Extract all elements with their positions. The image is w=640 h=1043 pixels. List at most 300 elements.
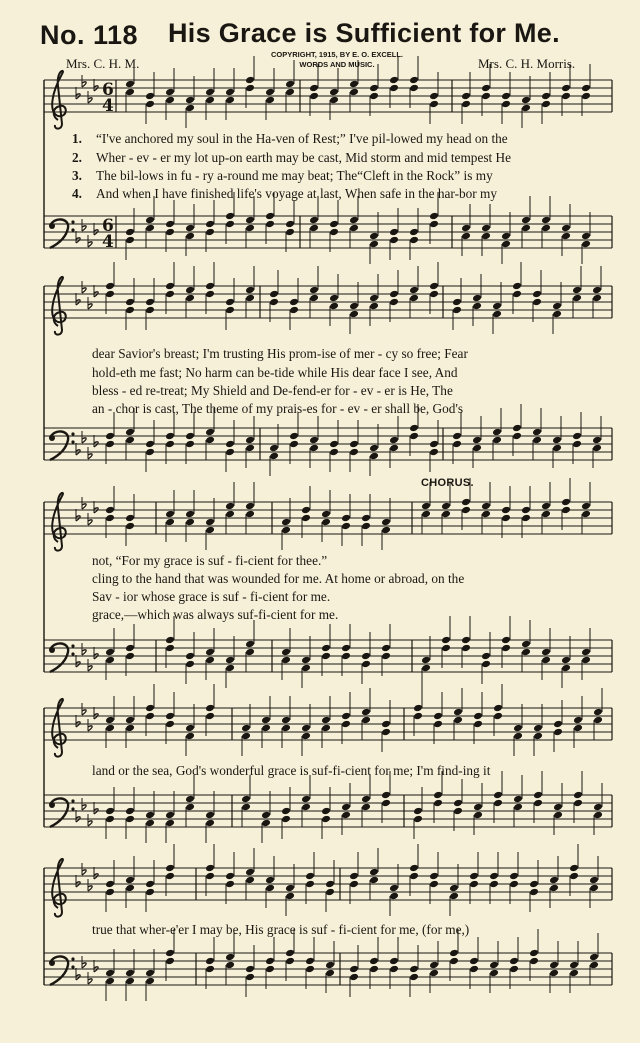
flat-sign (82, 805, 86, 810)
note-head (389, 884, 399, 893)
note-head (389, 444, 399, 453)
note-head (245, 444, 255, 453)
flat-sign (82, 226, 86, 231)
note-head (245, 510, 255, 519)
note-head (461, 498, 471, 507)
note-head (389, 290, 399, 299)
note-head (453, 799, 463, 808)
note-head (472, 444, 482, 453)
flat-sign (82, 288, 86, 293)
note-head (205, 811, 215, 820)
note-head (289, 440, 299, 449)
note-head (593, 716, 603, 725)
note-head (301, 795, 311, 804)
note-head (409, 228, 419, 237)
note-head (309, 216, 319, 225)
note-head (521, 224, 531, 233)
note-head (285, 88, 295, 97)
flat-sign (88, 304, 92, 309)
note-head (269, 290, 279, 299)
lyric-line: not, “For my grace is suf - fi-cient for thee.” (92, 553, 328, 568)
flat-sign (82, 870, 86, 875)
note-head (145, 712, 155, 721)
note-head (369, 302, 379, 311)
note-head (165, 864, 175, 873)
note-head (245, 868, 255, 877)
bass-clef-dot (71, 957, 74, 960)
note-head (205, 872, 215, 881)
note-head (381, 652, 391, 661)
note-head (265, 96, 275, 105)
note-head (185, 510, 195, 519)
note-head (285, 884, 295, 893)
note-head (541, 216, 551, 225)
note-head (421, 656, 431, 665)
chorus-label: CHORUS. (421, 477, 474, 489)
note-head (381, 518, 391, 527)
note-head (429, 448, 439, 457)
note-head (593, 708, 603, 717)
note-head (361, 522, 371, 531)
note-head (225, 306, 235, 315)
note-head (413, 704, 423, 713)
note-head (265, 876, 275, 885)
note-head (349, 310, 359, 319)
note-head (481, 510, 491, 519)
note-head (245, 876, 255, 885)
note-head (309, 224, 319, 233)
note-head (349, 224, 359, 233)
note-head (381, 644, 391, 653)
lyric-line: true that wher-e'er I may be, His grace is suf - fi-cient for me, (for me,) (92, 922, 470, 937)
note-head (165, 819, 175, 828)
note-head (509, 880, 519, 889)
note-head (205, 656, 215, 665)
note-head (145, 819, 155, 828)
note-head (472, 294, 482, 303)
note-head (493, 791, 503, 800)
lyric-line: grace,—which was always suf-fi-cient for me. (92, 607, 339, 622)
note-head (529, 888, 539, 897)
note-head (261, 819, 271, 828)
lyric-line: bless - ed re-treat; My Shield and De-fend-er for - ev - er is He, The (92, 383, 453, 398)
note-head (341, 652, 351, 661)
copyright-line: COPYRIGHT, 1915, BY E. O. EXCELL. (271, 50, 403, 59)
note-head (245, 224, 255, 233)
note-head (521, 96, 531, 105)
note-head (205, 526, 215, 535)
lyric-line: Sav - ior whose grace is suf - fi-cient for me. (92, 589, 331, 604)
note-head (581, 510, 591, 519)
bass-clef-dot (71, 652, 74, 655)
note-head (341, 514, 351, 523)
note-head (481, 232, 491, 241)
note-head (481, 652, 491, 661)
flat-sign (82, 82, 86, 87)
note-head (561, 84, 571, 93)
note-head (369, 452, 379, 461)
note-head (225, 448, 235, 457)
note-head (409, 294, 419, 303)
note-head (309, 92, 319, 101)
note-head (241, 724, 251, 733)
note-head (301, 724, 311, 733)
note-head (473, 803, 483, 812)
flat-sign (88, 726, 92, 731)
note-head (301, 506, 311, 515)
note-head (369, 232, 379, 241)
note-head (329, 448, 339, 457)
note-head (225, 298, 235, 307)
note-head (361, 708, 371, 717)
note-head (493, 704, 503, 713)
note-head (105, 506, 115, 515)
note-head (413, 807, 423, 816)
note-head (572, 432, 582, 441)
note-head (509, 957, 519, 966)
note-head (581, 232, 591, 241)
note-head (533, 791, 543, 800)
note-head (265, 965, 275, 974)
note-head (389, 228, 399, 237)
note-head (329, 220, 339, 229)
note-head (245, 502, 255, 511)
note-head (561, 656, 571, 665)
note-head (361, 803, 371, 812)
note-head (581, 92, 591, 101)
note-head (501, 92, 511, 101)
note-head (429, 282, 439, 291)
note-head (473, 712, 483, 721)
note-head (349, 973, 359, 982)
note-head (125, 428, 135, 437)
note-head (185, 732, 195, 741)
note-head (512, 290, 522, 299)
note-head (145, 880, 155, 889)
note-head (581, 656, 591, 665)
note-head (409, 84, 419, 93)
note-head (509, 872, 519, 881)
note-head (453, 807, 463, 816)
note-head (125, 724, 135, 733)
flat-sign (88, 821, 92, 826)
note-head (349, 448, 359, 457)
note-head (281, 656, 291, 665)
note-head (245, 216, 255, 225)
note-head (573, 791, 583, 800)
note-head (165, 644, 175, 653)
note-head (349, 872, 359, 881)
note-head (165, 440, 175, 449)
note-head (429, 440, 439, 449)
note-head (533, 799, 543, 808)
note-head (561, 498, 571, 507)
bass-clef-dot (71, 644, 74, 647)
note-head (481, 660, 491, 669)
note-head (165, 88, 175, 97)
note-head (105, 656, 115, 665)
note-head (553, 803, 563, 812)
note-head (185, 652, 195, 661)
note-head (165, 518, 175, 527)
note-head (325, 961, 335, 970)
note-head (369, 444, 379, 453)
note-head (145, 811, 155, 820)
note-head (321, 716, 331, 725)
note-head (281, 716, 291, 725)
note-head (125, 522, 135, 531)
note-head (389, 298, 399, 307)
flat-sign (88, 242, 92, 247)
note-head (533, 732, 543, 741)
note-head (472, 436, 482, 445)
note-head (433, 712, 443, 721)
note-head (269, 444, 279, 453)
note-head (433, 791, 443, 800)
note-head (552, 310, 562, 319)
note-head (205, 96, 215, 105)
note-head (225, 961, 235, 970)
note-head (349, 440, 359, 449)
note-head (381, 526, 391, 535)
note-head (441, 510, 451, 519)
note-head (473, 720, 483, 729)
note-head (125, 652, 135, 661)
lyric-line: land or the sea, God's wonderful grace is suf-fi-cient for me; I'm find-ing it (92, 763, 491, 778)
note-head (205, 864, 215, 873)
note-head (125, 80, 135, 89)
note-head (105, 514, 115, 523)
note-head (325, 969, 335, 978)
note-head (549, 961, 559, 970)
note-head (592, 286, 602, 295)
note-head (205, 704, 215, 713)
note-head (321, 510, 331, 519)
bass-clef-dot (49, 435, 55, 441)
note-head (309, 436, 319, 445)
note-head (573, 799, 583, 808)
hymn-title: His Grace is Sufficient for Me. (168, 18, 560, 48)
note-head (512, 432, 522, 441)
note-head (165, 949, 175, 958)
note-head (581, 502, 591, 511)
note-head (281, 724, 291, 733)
note-head (541, 100, 551, 109)
note-head (573, 716, 583, 725)
note-head (569, 969, 579, 978)
note-head (245, 648, 255, 657)
note-head (469, 957, 479, 966)
note-head (429, 290, 439, 299)
note-head (389, 76, 399, 85)
note-head (409, 973, 419, 982)
note-head (225, 96, 235, 105)
note-head (433, 720, 443, 729)
note-head (481, 92, 491, 101)
note-head (265, 212, 275, 221)
note-head (529, 880, 539, 889)
note-head (452, 298, 462, 307)
note-head (592, 444, 602, 453)
note-head (245, 286, 255, 295)
note-head (489, 880, 499, 889)
note-head (532, 298, 542, 307)
note-head (105, 648, 115, 657)
note-head (481, 224, 491, 233)
note-head (125, 716, 135, 725)
note-head (205, 428, 215, 437)
note-head (125, 876, 135, 885)
note-head (205, 957, 215, 966)
flat-sign (88, 979, 92, 984)
note-head (269, 298, 279, 307)
note-head (521, 104, 531, 113)
note-head (552, 436, 562, 445)
note-head (589, 884, 599, 893)
flat-sign (88, 98, 92, 103)
note-head (165, 872, 175, 881)
note-head (513, 803, 523, 812)
note-head (225, 502, 235, 511)
note-head (241, 803, 251, 812)
flat-sign (82, 438, 86, 443)
note-head (572, 294, 582, 303)
flat-sign (88, 454, 92, 459)
note-head (125, 644, 135, 653)
note-head (349, 216, 359, 225)
note-head (301, 664, 311, 673)
note-head (321, 652, 331, 661)
note-head (105, 880, 115, 889)
note-head (429, 880, 439, 889)
note-head (281, 518, 291, 527)
note-head (341, 720, 351, 729)
note-head (452, 440, 462, 449)
note-head (241, 732, 251, 741)
note-head (285, 957, 295, 966)
note-head (369, 84, 379, 93)
note-head (541, 92, 551, 101)
note-head (185, 660, 195, 669)
note-head (501, 232, 511, 241)
note-head (205, 819, 215, 828)
note-head (361, 795, 371, 804)
note-head (125, 815, 135, 824)
note-head (521, 216, 531, 225)
note-head (185, 432, 195, 441)
note-head (225, 212, 235, 221)
flat-sign (82, 650, 86, 655)
note-head (572, 440, 582, 449)
note-head (541, 224, 551, 233)
bass-clef-dot (49, 223, 55, 229)
note-head (145, 440, 155, 449)
note-head (361, 652, 371, 661)
bass-clef-dot (49, 647, 55, 653)
note-head (481, 84, 491, 93)
note-head (321, 724, 331, 733)
note-head (409, 965, 419, 974)
note-head (165, 811, 175, 820)
note-head (369, 92, 379, 101)
note-head (185, 224, 195, 233)
note-head (341, 712, 351, 721)
note-head (301, 656, 311, 665)
note-head (369, 965, 379, 974)
note-head (265, 957, 275, 966)
note-head (165, 636, 175, 645)
lyric-line: an - chor is cast, The theme of my prais-es for - ev - er shall be, God's (92, 401, 464, 416)
verse-number: 2. (72, 150, 82, 165)
note-head (285, 220, 295, 229)
lyric-line (72, 186, 497, 202)
note-head (245, 84, 255, 93)
note-head (185, 518, 195, 527)
note-head (593, 803, 603, 812)
note-head (105, 969, 115, 978)
note-head (241, 795, 251, 804)
note-head (521, 514, 531, 523)
note-head (581, 648, 591, 657)
note-head (265, 88, 275, 97)
note-head (225, 953, 235, 962)
note-head (349, 88, 359, 97)
note-head (125, 228, 135, 237)
note-head (205, 290, 215, 299)
note-head (469, 965, 479, 974)
note-head (421, 510, 431, 519)
note-head (321, 815, 331, 824)
note-head (145, 977, 155, 986)
note-head (592, 436, 602, 445)
note-head (225, 656, 235, 665)
note-head (281, 807, 291, 816)
note-head (105, 815, 115, 824)
note-head (205, 88, 215, 97)
note-head (305, 965, 315, 974)
note-head (509, 965, 519, 974)
note-head (125, 298, 135, 307)
note-head (581, 84, 591, 93)
note-head (185, 803, 195, 812)
note-head (449, 892, 459, 901)
note-head (145, 448, 155, 457)
bass-clef-dot (71, 799, 74, 802)
bass-clef-dot (71, 220, 74, 223)
time-signature-bottom: 4 (102, 96, 114, 116)
note-head (125, 514, 135, 523)
note-head (165, 957, 175, 966)
note-head (449, 957, 459, 966)
verse-number: 1. (72, 131, 82, 146)
note-head (461, 92, 471, 101)
note-head (552, 302, 562, 311)
lyric-line: cling to the hand that was wounded for me. At home or abroad, on the (92, 571, 465, 586)
note-head (245, 965, 255, 974)
note-head (489, 872, 499, 881)
note-head (501, 100, 511, 109)
note-head (341, 644, 351, 653)
note-head (561, 664, 571, 673)
lyric-text: And when I have finished life's voyage at last, When safe in the har-bor my (96, 186, 498, 201)
note-head (105, 432, 115, 441)
note-head (265, 884, 275, 893)
note-head (205, 712, 215, 721)
flat-sign (82, 710, 86, 715)
note-head (381, 799, 391, 808)
note-head (261, 716, 271, 725)
time-signature-top: 6 (102, 216, 114, 236)
